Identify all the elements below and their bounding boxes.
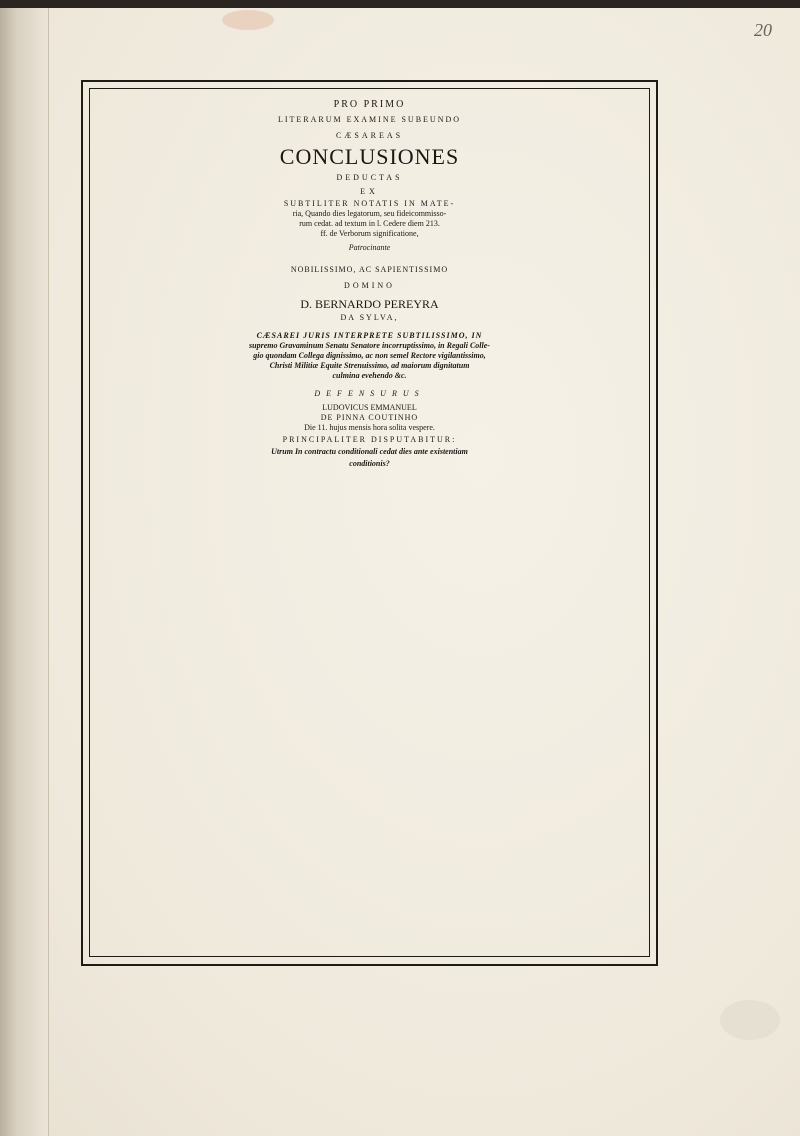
title-line-die: Die 11. hujus mensis hora solita vespere. xyxy=(304,423,435,432)
title-line-supremo-2: gio quondam Collega dignissimo, ac non semel Rectore vigilantissimo, xyxy=(253,351,486,360)
book-gutter xyxy=(0,0,49,1136)
title-line-ludovicus: LUDOVICUS EMMANUEL xyxy=(322,403,417,412)
title-line-supremo-3: Christi Militiæ Equite Strenuissimo, ad maiorum dignitatum xyxy=(269,361,470,370)
title-line-dasylva: DA SYLVA, xyxy=(340,313,399,322)
title-line-utrum-2: conditionis? xyxy=(349,459,390,468)
title-line-proprimo: PRO PRIMO xyxy=(333,99,406,110)
title-line-pinna: DE PINNA COUTINHO xyxy=(320,413,419,422)
title-line-literarum: LITERARUM EXAMINE SUBEUNDO xyxy=(277,115,462,124)
title-line-deductas: DEDUCTAS xyxy=(336,173,403,182)
title-line-utrum-1: Utrum In contractu conditionali cedat dies ante existentiam xyxy=(271,447,468,456)
paper-stain xyxy=(720,1000,780,1040)
title-line-nobilissimo: NOBILISSIMO, AC SAPIENTISSIMO xyxy=(290,265,449,274)
title-line-bernardo: D. BERNARDO PEREYRA xyxy=(300,297,439,311)
title-line-supremo-4: culmina evehendo &c. xyxy=(332,371,407,380)
paper-stain xyxy=(222,10,274,30)
title-block xyxy=(91,96,648,468)
title-line-patrocinante: Patrocinante xyxy=(348,243,391,252)
page-number: 20 xyxy=(754,20,772,40)
title-line-caesareas: CÆSAREAS xyxy=(335,131,404,140)
title-line-materia-3: ff. de Verborum significatione, xyxy=(320,229,419,238)
title-line-materia-1: ria, Quando dies legatorum, seu fideicommisso- xyxy=(292,209,447,218)
title-line-defensurus: DEFENSURUS xyxy=(314,389,425,398)
title-line-materia-2: rum cedat. ad textum in l. Cedere diem 213. xyxy=(299,219,440,228)
title-line-supremo-1: supremo Gravaminum Senatu Senatore incorruptissimo, in Regali Colle- xyxy=(249,341,490,350)
title-line-subtiliter: SUBTILITER NOTATIS IN MATE- xyxy=(283,199,456,208)
title-line-domino: DOMINO xyxy=(344,281,395,290)
title-line-ex: EX xyxy=(360,187,379,196)
title-line-conclusiones: CONCLUSIONES xyxy=(279,144,460,169)
scan-top-edge xyxy=(0,0,800,8)
title-line-caesarei: CÆSAREI JURIS INTERPRETE SUBTILISSIMO, IN xyxy=(256,331,483,340)
title-line-principaliter: PRINCIPALITER DISPUTABITUR: xyxy=(282,435,457,444)
